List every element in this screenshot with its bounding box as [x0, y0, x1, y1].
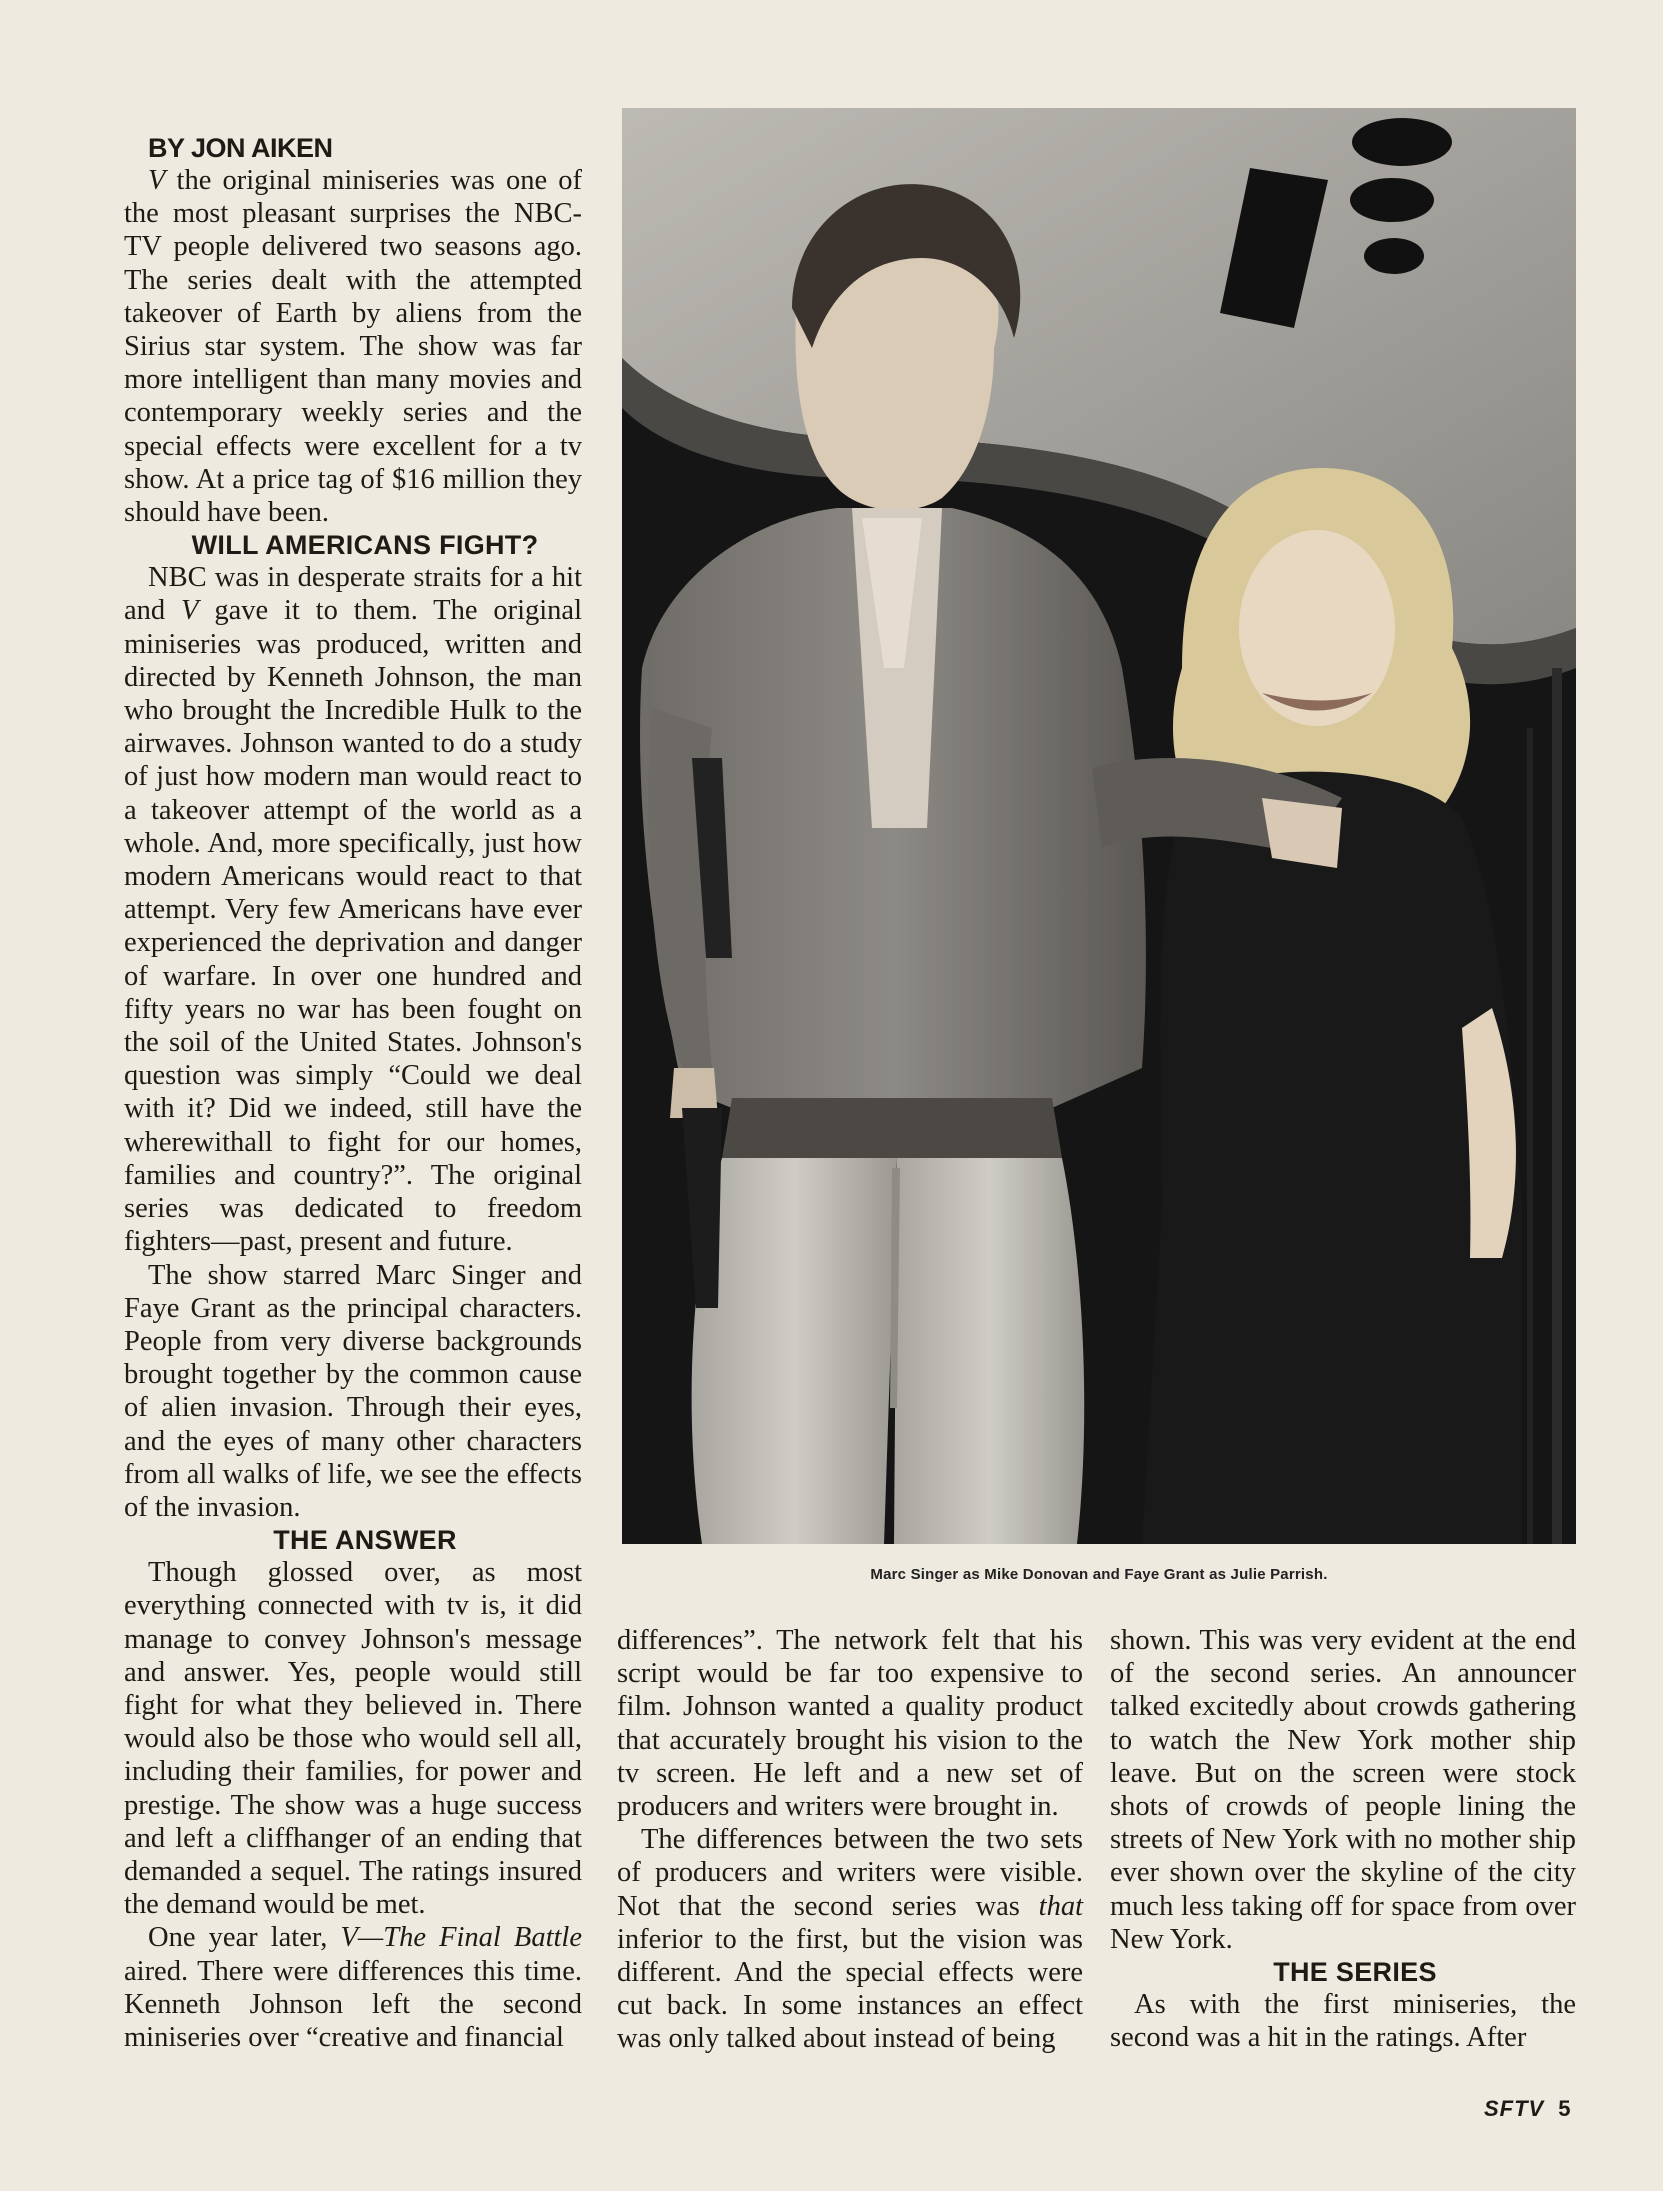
paragraph-cast: The show starred Marc Singer and Faye Grant as the principal characters. People from very diverse backgrounds brought together by the common cause of alien invasion. Through their eyes, and the eyes of many other characters from all walks of life, we see the effects of the invasion.: [124, 1259, 582, 1523]
paragraph-differences: differences”. The network felt that his script would be far too expensive to film. Johnson wanted a quality product that accurately brought his vision to the tv screen. He left and a new set of producers and writers were brought in.: [617, 1625, 1083, 1823]
paragraph-mother-ship: shown. This was very evident at the end of the second series. An announcer talked excitedly about crowds gathering to watch the New York mother ship leave. But on the screen were stock shots of crowds of people lining the streets of New York with no mother ship ever shown over the skyline of the city much less taking off for space from over New York.: [1110, 1625, 1576, 1955]
photo-caption: Marc Singer as Mike Donovan and Faye Grant as Julie Parrish.: [870, 1566, 1328, 1583]
paragraph-nbc: NBC was in desperate straits for a hit and V gave it to them. The original miniseries was produced, written and directed by Kenneth Johnson, the man who brought the Incredible Hulk to the airwaves. Johnson wanted to do a study of just how modern man would react to a takeover attempt of the world as a whole. And, more specifically, just how modern Americans would react to that attempt. Very few Americans have ever experienced the deprivation and danger of warfare. In over one hundred and fifty years no war has been fought on the soil of the United States. Johnson's question was simply “Could we deal with it? Did we indeed, still have the wherewithall to fight for our homes, families and country?”. The original series was dedicated to freedom fighters—past, present and future.: [124, 562, 583, 1258]
article-column-3: [1110, 1624, 1576, 2054]
subhead-the-series: THE SERIES: [1273, 1957, 1437, 1988]
paragraph-final-battle: One year later, V—The Final Battle aired. There were differences this time. Kenneth Johnson left the second miniseries over “creative and financial: [124, 1922, 582, 2053]
paragraph-answer: Though glossed over, as most everything connected with tv is, it did manage to convey Johnson's message and answer. Yes, people would still fight for what they believed in. There would also be those who would sell all, including their families, for power and prestige. The show was a huge success and left a cliffhanger of an ending that demanded a sequel. The ratings insured the demand would be met.: [124, 1557, 582, 1921]
paragraph-ratings: As with the first miniseries, the second was a hit in the ratings. After: [1110, 1989, 1576, 2054]
paragraph-intro: V the original miniseries was one of the most pleasant surprises the NBC-TV people delivered two seasons ago. The series dealt with the attempted takeover of Earth by aliens from the Sirius star system. The show was far more intelligent than many movies and contemporary weekly series and the special effects were excellent for a tv show. At a price tag of $16 million they should have been.: [124, 165, 582, 529]
page-number: 5: [1558, 2096, 1572, 2121]
byline: BY JON AIKEN: [148, 133, 333, 163]
title-v: V: [148, 165, 166, 196]
page-folio: [1484, 2096, 1571, 2122]
cast-photo: [622, 108, 1576, 1544]
article-column-2: [617, 1624, 1083, 2056]
cast-photo-illustration: [622, 108, 1576, 1544]
magazine-name: SFTV: [1484, 2096, 1545, 2121]
article-column-1: [124, 132, 582, 2054]
subhead-will-americans-fight: WILL AMERICANS FIGHT?: [191, 530, 539, 561]
subhead-the-answer: THE ANSWER: [273, 1525, 457, 1556]
paragraph-producers: The differences between the two sets of producers and writers were visible. Not that the second series was that inferior to the first, but the vision was different. And the special effects were cut back. In some instances an effect was only talked about instead of being: [617, 1824, 1083, 2055]
